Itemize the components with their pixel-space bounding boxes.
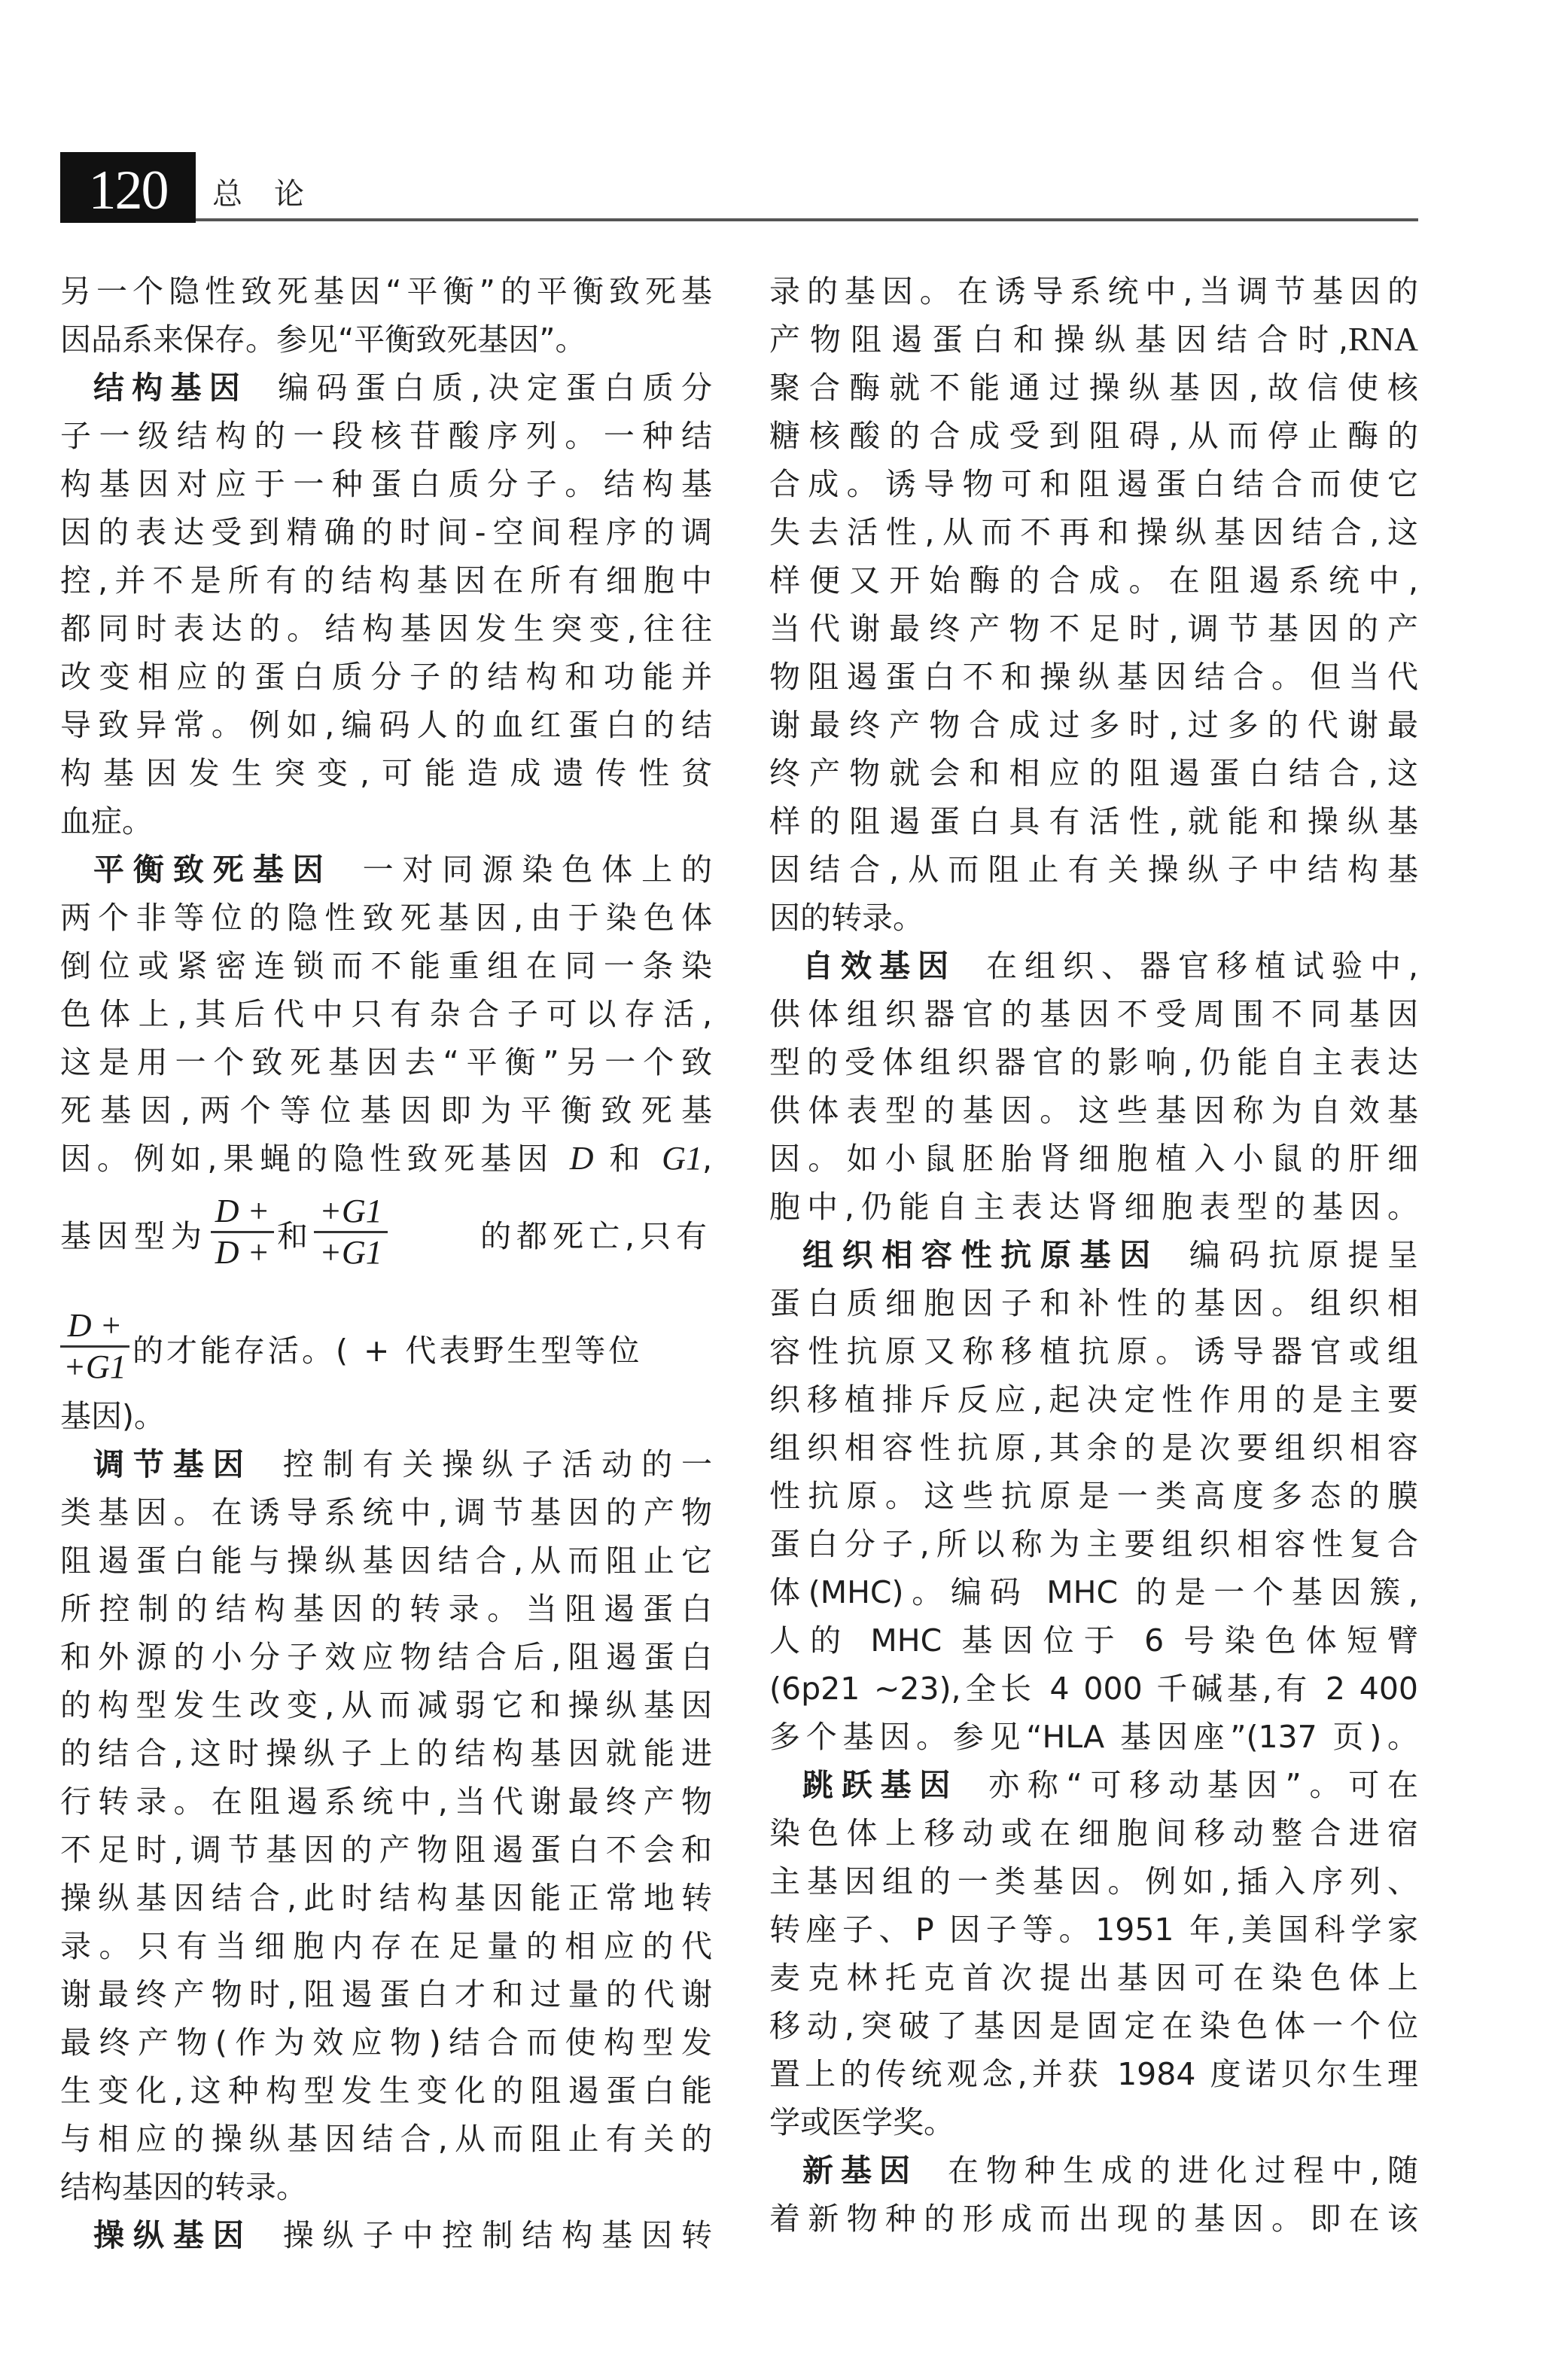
text-line: 都同时表达的。结构基因发生突变,往往	[60, 611, 712, 647]
text-line: 两个非等位的隐性致死基因,由于染色体	[60, 900, 712, 936]
text-line: 失去活性,从而不再和操纵基因结合,这	[769, 514, 1418, 550]
entry-autonomous-gene	[802, 947, 1418, 985]
text-line: 操纵基因结合,此时结构基因能正常地转	[60, 1880, 712, 1916]
entry-term: 组织相容性抗原基因	[802, 1237, 1159, 1273]
entry-text: 操纵子中控制结构基因转	[282, 2217, 713, 2253]
text-line: 和外源的小分子效应物结合后,阻遏蛋白	[60, 1639, 712, 1675]
text-line: 性抗原。这些抗原是一类高度多态的膜	[769, 1478, 1418, 1514]
text-segment: 和	[609, 1141, 647, 1177]
text-line: 多个基因。参见“HLA 基因座”(137 页)。	[769, 1719, 1418, 1755]
text-line: 供体表型的基因。这些基因称为自效基	[769, 1092, 1418, 1129]
entry-term: 自效基因	[802, 948, 956, 984]
text-segment: 因。例如,果蝇的隐性致死基因	[60, 1141, 554, 1177]
text-line: 改变相应的蛋白质分子的结构和功能并	[60, 659, 712, 695]
entry-text: 控制有关操纵子活动的一	[282, 1446, 713, 1482]
text-line: 录的基因。在诱导系统中,当调节基因的	[769, 273, 1418, 309]
fraction-denominator: D +	[215, 1233, 270, 1271]
entry-new-gene	[802, 2152, 1418, 2189]
text-line: 当代谢最终产物不足时,调节基因的产	[769, 611, 1418, 647]
text-line: 最终产物(作为效应物)结合而使构型发	[60, 2024, 712, 2061]
text-line: 倒位或紧密连锁而不能重组在同一条染	[60, 948, 712, 984]
entry-structural-gene	[93, 369, 712, 407]
entry-jumping-gene	[802, 1766, 1418, 1804]
survivor-formula-line	[60, 1302, 712, 1393]
text-segment: 产物阻遏蛋白和操纵基因结合时,	[769, 321, 1349, 358]
text-line: 生变化,这种构型发生变化的阻遏蛋白能	[60, 2073, 712, 2109]
text-segment: ,	[702, 1141, 712, 1177]
text-line: 构基因发生突变,可能造成遗传性贫	[60, 755, 712, 791]
text-segment: 基因型为	[60, 1217, 208, 1254]
fraction-denominator: +G1	[63, 1348, 126, 1385]
entry-term: 结构基因	[93, 370, 248, 406]
text-line: 另一个隐性致死基因“平衡”的平衡致死基	[60, 273, 712, 309]
text-line	[769, 321, 1418, 358]
text-line: 导致异常。例如,编码人的血红蛋白的结	[60, 707, 712, 743]
entry-term: 新基因	[802, 2152, 918, 2189]
entry-term: 跳跃基因	[802, 1767, 959, 1803]
text-line: 行转录。在阻遏系统中,当代谢最终产物	[60, 1784, 712, 1820]
text-line: 的结合,这时操纵子上的结构基因就能进	[60, 1735, 712, 1771]
text-line: 色体上,其后代中只有杂合子可以存活,	[60, 996, 712, 1032]
text-line: 结构基因的转录。	[60, 2169, 307, 2205]
text-line: 录。只有当细胞内存在足量的相应的代	[60, 1928, 712, 1964]
entry-balanced-lethal-gene	[93, 851, 712, 888]
text-line: 与相应的操纵基因结合,从而阻止有关的	[60, 2121, 712, 2157]
gene-symbol: D	[569, 1140, 594, 1177]
text-segment: 和	[277, 1217, 308, 1254]
text-line: 聚合酶就不能通过操纵基因,故信使核	[769, 370, 1418, 406]
text-line: 阻遏蛋白能与操纵基因结合,从而阻止它	[60, 1543, 712, 1579]
entry-operator-gene	[93, 2216, 712, 2254]
text-line: 的构型发生改变,从而减弱它和操纵基因	[60, 1687, 712, 1723]
entry-text: 一对同源染色体上的	[362, 851, 713, 888]
text-line: 主基因组的一类基因。例如,插入序列、	[769, 1863, 1418, 1899]
text-line: 不足时,调节基因的产物阻遏蛋白不会和	[60, 1832, 712, 1868]
genotype-formula-line	[60, 1188, 712, 1278]
text-line: 样便又开始酶的合成。在阻遏系统中,	[769, 562, 1418, 599]
text-line: 因的转录。	[769, 900, 924, 936]
text-line: 因品系来保存。参见“平衡致死基因”。	[60, 321, 586, 358]
page-number: 120	[88, 160, 168, 221]
text-line: 组织相容性抗原,其余的是次要组织相容	[769, 1430, 1418, 1466]
text-segment: 的都死亡,只有	[480, 1217, 712, 1254]
text-line: 着新物种的形成而出现的基因。即在该	[769, 2201, 1418, 2237]
text-line: 基因)。	[60, 1398, 165, 1434]
text-line: 谢最终产物合成过多时,过多的代谢最	[769, 707, 1418, 743]
text-line: 蛋白质细胞因子和补性的基因。组织相	[769, 1285, 1418, 1321]
abbreviation: RNA	[1348, 321, 1418, 358]
text-line	[60, 1140, 712, 1177]
text-line: 因。如小鼠胚胎肾细胞植入小鼠的肝细	[769, 1141, 1418, 1177]
text-line: 死基因,两个等位基因即为平衡致死基	[60, 1092, 712, 1129]
fraction-numerator: +G1	[319, 1192, 382, 1229]
text-line: 麦克林托克首次提出基因可在染色体上	[769, 1960, 1418, 1996]
text-line: 样的阻遏蛋白具有活性,就能和操纵基	[769, 803, 1418, 839]
text-line: 织移植排斥反应,起决定性作用的是主要	[769, 1382, 1418, 1418]
text-line: 学或医学奖。	[769, 2104, 955, 2140]
text-line: 染色体上移动或在细胞间移动整合进宿	[769, 1815, 1418, 1851]
section-title-char: 论	[274, 177, 304, 212]
section-title	[212, 177, 336, 212]
section-title-char: 总	[212, 177, 242, 212]
page-number-badge	[60, 152, 196, 223]
text-line: 人的 MHC 基因位于 6 号染色体短臂	[769, 1622, 1418, 1659]
text-line: 因结合,从而阻止有关操纵子中结构基	[769, 851, 1418, 888]
gene-symbol: G1	[662, 1140, 702, 1177]
text-line: 构基因对应于一种蛋白质分子。结构基	[60, 466, 712, 502]
entry-text: 在组织、器官移植试验中,	[986, 948, 1418, 984]
fraction-numerator: D +	[215, 1192, 270, 1229]
entry-text: 在物种生成的进化过程中,随	[948, 2152, 1418, 2189]
text-line: 置上的传统观念,并获 1984 度诺贝尔生理	[769, 2056, 1418, 2092]
text-line: 所控制的结构基因的转录。当阻遏蛋白	[60, 1591, 712, 1627]
text-line: 蛋白分子,所以称为主要组织相容性复合	[769, 1526, 1418, 1562]
fraction-g1-over-g1	[314, 1192, 388, 1272]
text-line: 控,并不是所有的结构基因在所有细胞中	[60, 562, 712, 599]
text-line: 物阻遏蛋白不和操纵基因结合。但当代	[769, 659, 1418, 695]
text-line: 供体组织器官的基因不受周围不同基因	[769, 996, 1418, 1032]
text-line: 转座子、P 因子等。1951 年,美国科学家	[769, 1912, 1418, 1948]
fraction-numerator: D +	[67, 1306, 123, 1344]
fraction-d-plus-over-g1	[60, 1306, 129, 1387]
entry-regulator-gene	[93, 1445, 712, 1483]
entry-text: 编码蛋白质,决定蛋白质分	[278, 370, 712, 406]
entry-term: 操纵基因	[93, 2217, 253, 2253]
text-line: 型的受体组织器官的影响,仍能自主表达	[769, 1044, 1418, 1080]
text-line: 这是用一个致死基因去“平衡”另一个致	[60, 1044, 712, 1080]
text-line: 因的表达受到精确的时间-空间程序的调	[60, 514, 712, 550]
text-line: 血症。	[60, 803, 153, 839]
entry-text: 编码抗原提呈	[1189, 1237, 1419, 1273]
text-line: (6p21 ~23),全长 4 000 千碱基,有 2 400	[769, 1671, 1418, 1707]
text-line: 体(MHC)。编码 MHC 的是一个基因簇,	[769, 1574, 1418, 1610]
text-segment: 的才能存活。( + 代表野生型等位	[132, 1332, 643, 1369]
header-rule	[196, 218, 1418, 221]
entry-text: 亦称“可移动基因”。可在	[988, 1767, 1419, 1803]
text-line: 糖核酸的合成受到阻碍,从而停止酶的	[769, 418, 1418, 454]
fraction-d-plus-over-d-plus	[211, 1192, 274, 1272]
entry-histocompatibility-antigen-gene	[802, 1236, 1418, 1274]
text-line: 终产物就会和相应的阻遏蛋白结合,这	[769, 755, 1418, 791]
text-line: 谢最终产物时,阻遏蛋白才和过量的代谢	[60, 1976, 712, 2012]
text-line: 容性抗原又称移植抗原。诱导器官或组	[769, 1333, 1418, 1369]
text-line: 类基因。在诱导系统中,调节基因的产物	[60, 1494, 712, 1531]
text-line: 子一级结构的一段核苷酸序列。一种结	[60, 418, 712, 454]
text-line: 合成。诱导物可和阻遏蛋白结合而使它	[769, 466, 1418, 502]
text-line: 胞中,仍能自主表达肾细胞表型的基因。	[769, 1189, 1418, 1225]
entry-term: 平衡致死基因	[93, 851, 333, 888]
text-line: 移动,突破了基因是固定在染色体一个位	[769, 2008, 1418, 2044]
fraction-denominator: +G1	[319, 1233, 382, 1271]
entry-term: 调节基因	[93, 1446, 253, 1482]
